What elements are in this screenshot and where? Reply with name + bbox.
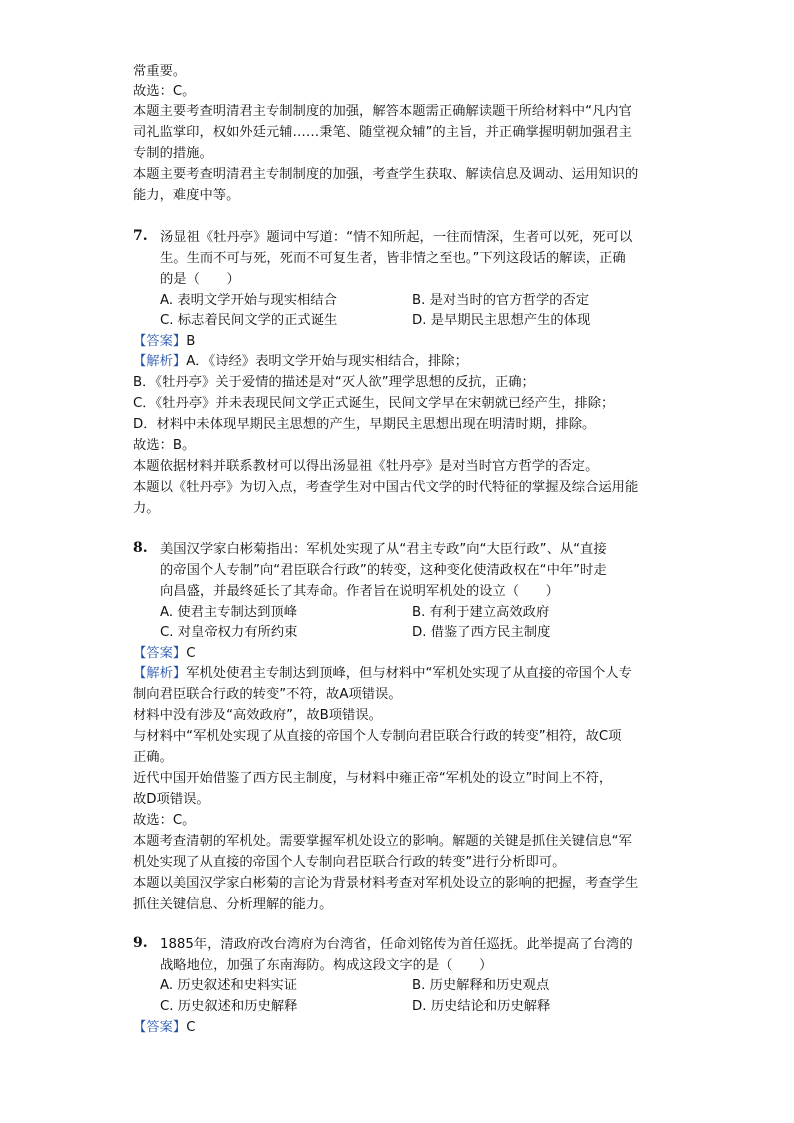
option-a: A. 表明文学开始与现实相结合 bbox=[160, 293, 337, 308]
analysis-line bbox=[133, 664, 632, 684]
question-stem: 美国汉学家白彬菊指出：军机处实现了从“君主专政”向“大臣行政”、从“直接 bbox=[160, 542, 607, 557]
answer-value: C bbox=[186, 646, 196, 661]
answer-line bbox=[133, 1018, 195, 1038]
option-d: D. 是早期民主思想产生的体现 bbox=[412, 313, 591, 328]
text-line: 本题考查清朝的军机处。需要掌握军机处设立的影响。解题的关键是抓住关键信息“军 bbox=[133, 834, 632, 849]
option-b: B. 是对当时的官方哲学的否定 bbox=[412, 293, 590, 308]
text-line: 故选：C。 bbox=[133, 84, 196, 99]
analysis-tag: 【解析】 bbox=[133, 666, 187, 681]
question-stem: 汤显祖《牡丹亭》题词中写道：“情不知所起，一往而情深，生者可以死，死可以 bbox=[160, 230, 633, 245]
text-line: 常重要。 bbox=[133, 64, 187, 79]
text-line: 制向君臣联合行政的转变”不符，故A项错误。 bbox=[133, 687, 402, 702]
option-d: D. 借鉴了西方民主制度 bbox=[412, 625, 551, 640]
option-c: C. 历史叙述和历史解释 bbox=[160, 999, 298, 1014]
text-line: 材料中没有涉及“高效政府”，故B项错误。 bbox=[133, 708, 382, 723]
question-number: 9. bbox=[133, 935, 148, 951]
analysis-text: 军机处使君主专制达到顶峰，但与材料中“军机处实现了从直接的帝国个人专 bbox=[186, 666, 632, 681]
option-b: B. 历史解释和历史观点 bbox=[412, 978, 550, 993]
text-line: 本题主要考查明清君主专制制度的加强，解答本题需正确解读题干所给材料中“凡内官 bbox=[133, 104, 632, 119]
answer-tag: 【答案】 bbox=[133, 334, 187, 349]
answer-tag: 【答案】 bbox=[133, 646, 187, 661]
text-line: 与材料中“军机处实现了从直接的帝国个人专制向君臣联合行政的转变”相符，故C项 bbox=[133, 729, 622, 744]
text-line: B．《牡丹亭》关于爱情的描述是对“灭人欲”理学思想的反抗，正确； bbox=[133, 375, 535, 390]
text-line: 机处实现了从直接的帝国个人专制向君臣联合行政的转变”进行分析即可。 bbox=[133, 855, 566, 870]
answer-value: C bbox=[186, 1020, 196, 1035]
text-line: 司礼监掌印，权如外廷元辅……秉笔、随堂视众辅”的主旨，并正确掌握明朝加强君主 bbox=[133, 125, 632, 140]
text-line: 故选：B。 bbox=[133, 438, 196, 453]
text-line: D．材料中未体现早期民主思想的产生，早期民主思想出现在明清时期，排除。 bbox=[133, 417, 596, 432]
text-line: 抓住关键信息、分析理解的能力。 bbox=[133, 897, 333, 912]
text-line: 近代中国开始借鉴了西方民主制度，与材料中雍正帝“军机处的设立”时间上不符， bbox=[133, 771, 613, 786]
text-line: 本题依据材料并联系教材可以得出汤显祖《牡丹亭》是对当时官方哲学的否定。 bbox=[133, 459, 599, 474]
option-a: A. 历史叙述和史料实证 bbox=[160, 978, 297, 993]
answer-tag: 【答案】 bbox=[133, 1020, 187, 1035]
question-stem: 生。生而不可与死，死而不可复生者，皆非情之至也。”下列这段话的解读，正确 bbox=[160, 251, 626, 266]
text-line: C．《牡丹亭》并未表现民间文学正式诞生，民间文学早在宋朝就已经产生，排除； bbox=[133, 396, 615, 411]
text-line: 本题主要考查明清君主专制制度的加强，考查学生获取、解读信息及调动、运用知识的 bbox=[133, 167, 639, 182]
question-stem: 的是（ ） bbox=[160, 272, 240, 287]
option-b: B. 有利于建立高效政府 bbox=[412, 605, 550, 620]
answer-line bbox=[133, 332, 195, 352]
analysis-tag: 【解析】 bbox=[133, 354, 187, 369]
text-line: 能力，难度中等。 bbox=[133, 188, 240, 203]
text-line: 故D项错误。 bbox=[133, 792, 210, 807]
answer-line bbox=[133, 644, 195, 664]
text-line: 正确。 bbox=[133, 750, 173, 765]
analysis-text: A．《诗经》表明文学开始与现实相结合，排除； bbox=[186, 354, 468, 369]
text-line: 故选：C。 bbox=[133, 813, 196, 828]
analysis-line bbox=[133, 352, 468, 372]
question-number: 8. bbox=[133, 540, 148, 556]
question-stem: 向昌盛，并最终延长了其寿命。作者旨在说明军机处的设立（ ） bbox=[160, 584, 559, 599]
text-line: 力。 bbox=[133, 501, 160, 516]
question-stem: 1885年，清政府改台湾府为台湾省，任命刘铭传为首任巡抚。此举提高了台湾的 bbox=[160, 937, 633, 952]
option-c: C. 对皇帝权力有所约束 bbox=[160, 625, 298, 640]
text-line: 本题以《牡丹亭》为切入点，考查学生对中国古代文学的时代特征的掌握及综合运用能 bbox=[133, 480, 639, 495]
question-stem: 的帝国个人专制”向“君臣联合行政”的转变，这种变化使清政权在“中年”时走 bbox=[160, 563, 607, 578]
option-c: C. 标志着民间文学的正式诞生 bbox=[160, 313, 338, 328]
answer-value: B bbox=[186, 334, 196, 349]
question-stem: 战略地位，加强了东南海防。构成这段文字的是（ ） bbox=[160, 958, 493, 973]
option-d: D. 历史结论和历史解释 bbox=[412, 999, 551, 1014]
text-line: 专制的措施。 bbox=[133, 146, 213, 161]
text-line: 本题以美国汉学家白彬菊的言论为背景材料考查对军机处设立的影响的把握，考查学生 bbox=[133, 876, 639, 891]
option-a: A. 使君主专制达到顶峰 bbox=[160, 605, 297, 620]
question-number: 7. bbox=[133, 228, 148, 244]
